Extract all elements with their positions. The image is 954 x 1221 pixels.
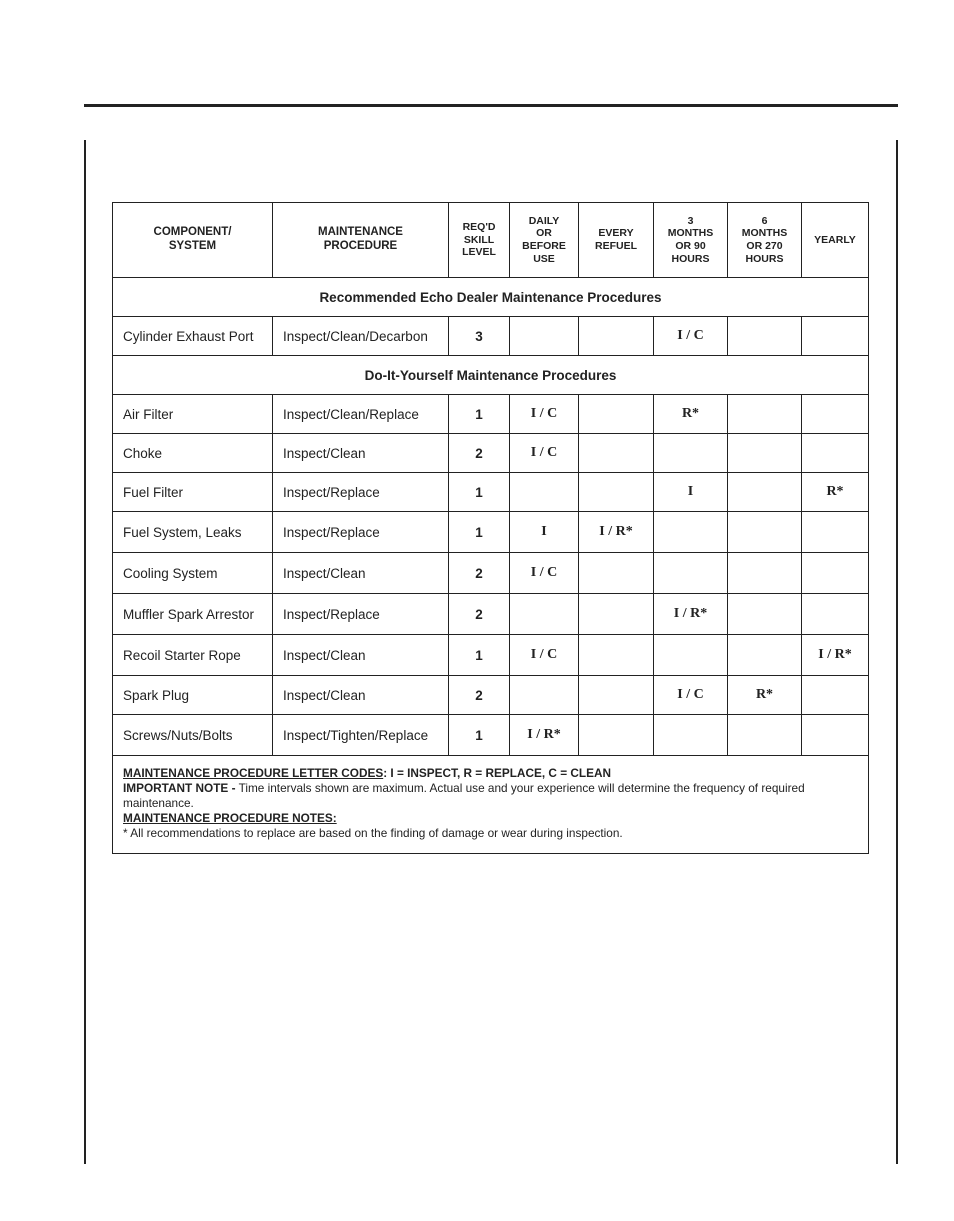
3-months-cell [654, 512, 728, 553]
refuel-cell [579, 553, 654, 594]
letter-codes-line [123, 766, 858, 781]
table-row [113, 676, 869, 715]
3-months-cell [654, 715, 728, 756]
component-cell: Air Filter [113, 395, 273, 434]
table-row [113, 434, 869, 473]
6-months-cell [728, 512, 802, 553]
6-months-cell [728, 635, 802, 676]
procedure-cell: Inspect/Replace [273, 594, 449, 635]
col-header-yearly: YEARLY [802, 203, 869, 278]
6-months-cell [728, 473, 802, 512]
notes-row [113, 756, 869, 854]
yearly-cell [802, 317, 869, 356]
skill-cell: 1 [449, 512, 510, 553]
refuel-cell [579, 676, 654, 715]
section-title-dealer: Recommended Echo Dealer Maintenance Procedures [113, 278, 869, 317]
3-months-cell: I / R* [654, 594, 728, 635]
table-row [113, 395, 869, 434]
table-row [113, 473, 869, 512]
3-months-cell [654, 434, 728, 473]
skill-cell: 2 [449, 594, 510, 635]
left-margin-rule [84, 140, 86, 1164]
procedure-cell: Inspect/Clean [273, 676, 449, 715]
yearly-cell [802, 434, 869, 473]
procedure-cell: Inspect/Clean/Replace [273, 395, 449, 434]
section-title-diy: Do-It-Yourself Maintenance Procedures [113, 356, 869, 395]
yearly-cell: I / R* [802, 635, 869, 676]
procedure-cell: Inspect/Replace [273, 512, 449, 553]
yearly-cell [802, 553, 869, 594]
daily-cell: I / C [510, 635, 579, 676]
col-header-6-months: 6 MONTHS OR 270 HOURS [728, 203, 802, 278]
refuel-cell [579, 317, 654, 356]
component-cell: Fuel System, Leaks [113, 512, 273, 553]
refuel-cell: I / R* [579, 512, 654, 553]
component-cell: Choke [113, 434, 273, 473]
col-header-daily: DAILY OR BEFORE USE [510, 203, 579, 278]
procedure-cell: Inspect/Clean [273, 553, 449, 594]
skill-cell: 1 [449, 715, 510, 756]
6-months-cell [728, 317, 802, 356]
table-row [113, 512, 869, 553]
daily-cell: I [510, 512, 579, 553]
6-months-cell [728, 395, 802, 434]
header-row [113, 203, 869, 278]
table-row [113, 715, 869, 756]
skill-cell: 3 [449, 317, 510, 356]
yearly-cell [802, 395, 869, 434]
component-cell: Muffler Spark Arrestor [113, 594, 273, 635]
3-months-cell: I [654, 473, 728, 512]
yearly-cell [802, 594, 869, 635]
component-cell: Screws/Nuts/Bolts [113, 715, 273, 756]
refuel-cell [579, 395, 654, 434]
daily-cell: I / C [510, 395, 579, 434]
component-cell: Recoil Starter Rope [113, 635, 273, 676]
section-row-dealer [113, 278, 869, 317]
yearly-cell [802, 715, 869, 756]
daily-cell: I / R* [510, 715, 579, 756]
maintenance-schedule-table [112, 202, 869, 854]
yearly-cell: R* [802, 473, 869, 512]
col-header-refuel: EVERY REFUEL [579, 203, 654, 278]
skill-cell: 2 [449, 434, 510, 473]
skill-cell: 2 [449, 676, 510, 715]
3-months-cell: I / C [654, 676, 728, 715]
table-row [113, 317, 869, 356]
6-months-cell [728, 715, 802, 756]
refuel-cell [579, 473, 654, 512]
daily-cell [510, 473, 579, 512]
skill-cell: 2 [449, 553, 510, 594]
daily-cell [510, 676, 579, 715]
procedure-notes-label: MAINTENANCE PROCEDURE NOTES: [123, 811, 337, 826]
notes-cell [113, 756, 869, 854]
3-months-cell [654, 635, 728, 676]
important-note [123, 781, 858, 811]
letter-codes-label: MAINTENANCE PROCEDURE LETTER CODES [123, 766, 384, 780]
col-header-skill: REQ'D SKILL LEVEL [449, 203, 510, 278]
daily-cell [510, 594, 579, 635]
skill-cell: 1 [449, 395, 510, 434]
6-months-cell [728, 434, 802, 473]
table-row [113, 635, 869, 676]
col-header-procedure: MAINTENANCE PROCEDURE [273, 203, 449, 278]
3-months-cell: R* [654, 395, 728, 434]
skill-cell: 1 [449, 473, 510, 512]
6-months-cell [728, 553, 802, 594]
component-cell: Fuel Filter [113, 473, 273, 512]
important-note-text: Time intervals shown are maximum. Actual use and your experience will determine the frequency of required maintenance. [123, 781, 805, 811]
daily-cell: I / C [510, 553, 579, 594]
section-row-diy [113, 356, 869, 395]
procedure-cell: Inspect/Replace [273, 473, 449, 512]
refuel-cell [579, 635, 654, 676]
procedure-cell: Inspect/Clean [273, 635, 449, 676]
refuel-cell [579, 715, 654, 756]
procedure-cell: Inspect/Tighten/Replace [273, 715, 449, 756]
table-row [113, 594, 869, 635]
table-row [113, 553, 869, 594]
important-note-label: IMPORTANT NOTE - [123, 781, 236, 796]
procedure-notes-text: * All recommendations to replace are based on the finding of damage or wear during inspection. [123, 826, 623, 841]
right-margin-rule [896, 140, 898, 1164]
refuel-cell [579, 434, 654, 473]
component-cell: Cooling System [113, 553, 273, 594]
skill-cell: 1 [449, 635, 510, 676]
col-header-3-months: 3 MONTHS OR 90 HOURS [654, 203, 728, 278]
yearly-cell [802, 512, 869, 553]
procedure-cell: Inspect/Clean/Decarbon [273, 317, 449, 356]
3-months-cell: I / C [654, 317, 728, 356]
top-rule [84, 104, 898, 107]
letter-codes-text: : I = INSPECT, R = REPLACE, C = CLEAN [383, 766, 611, 780]
component-cell: Spark Plug [113, 676, 273, 715]
yearly-cell [802, 676, 869, 715]
6-months-cell: R* [728, 676, 802, 715]
3-months-cell [654, 553, 728, 594]
daily-cell [510, 317, 579, 356]
procedure-cell: Inspect/Clean [273, 434, 449, 473]
refuel-cell [579, 594, 654, 635]
daily-cell: I / C [510, 434, 579, 473]
6-months-cell [728, 594, 802, 635]
component-cell: Cylinder Exhaust Port [113, 317, 273, 356]
col-header-component: COMPONENT/ SYSTEM [113, 203, 273, 278]
